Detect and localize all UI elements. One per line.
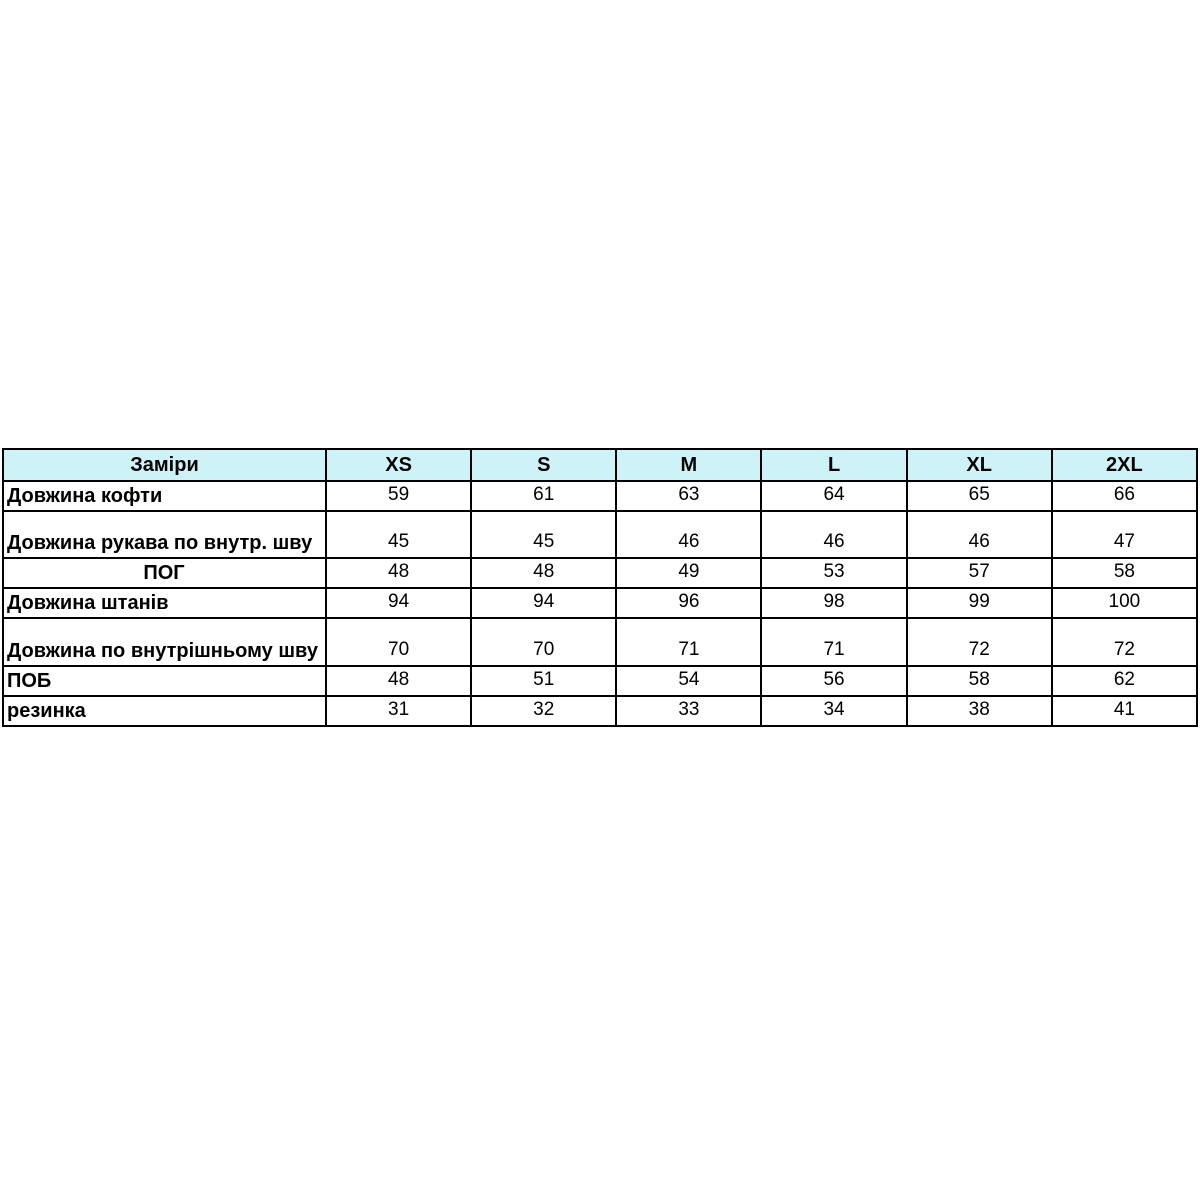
value-cell: 58 [907, 666, 1052, 696]
row-label: ПОБ [3, 666, 326, 696]
value-cell: 65 [907, 481, 1052, 511]
value-cell: 59 [326, 481, 471, 511]
value-cell: 71 [616, 618, 761, 666]
header-cell-l: L [761, 449, 906, 481]
value-cell: 94 [326, 588, 471, 618]
row-label: Довжина штанів [3, 588, 326, 618]
value-cell: 63 [616, 481, 761, 511]
value-cell: 64 [761, 481, 906, 511]
value-cell: 45 [326, 511, 471, 558]
value-cell: 70 [471, 618, 616, 666]
row-label: Довжина по внутрішньому шву [3, 618, 326, 666]
value-cell: 31 [326, 696, 471, 726]
value-cell: 47 [1052, 511, 1197, 558]
value-cell: 32 [471, 696, 616, 726]
table-row [3, 558, 1197, 588]
value-cell: 41 [1052, 696, 1197, 726]
value-cell: 61 [471, 481, 616, 511]
value-cell: 98 [761, 588, 906, 618]
row-label: ПОГ [3, 558, 326, 588]
value-cell: 57 [907, 558, 1052, 588]
header-cell-2xl: 2XL [1052, 449, 1197, 481]
value-cell: 34 [761, 696, 906, 726]
value-cell: 71 [761, 618, 906, 666]
value-cell: 66 [1052, 481, 1197, 511]
value-cell: 46 [616, 511, 761, 558]
header-cell-measure: Заміри [3, 449, 326, 481]
value-cell: 38 [907, 696, 1052, 726]
value-cell: 46 [761, 511, 906, 558]
header-cell-m: M [616, 449, 761, 481]
value-cell: 49 [616, 558, 761, 588]
value-cell: 100 [1052, 588, 1197, 618]
value-cell: 48 [326, 558, 471, 588]
row-label: резинка [3, 696, 326, 726]
table-row [3, 618, 1197, 666]
value-cell: 51 [471, 666, 616, 696]
row-label: Довжина рукава по внутр. шву [3, 511, 326, 558]
table-row [3, 588, 1197, 618]
table-row [3, 666, 1197, 696]
value-cell: 70 [326, 618, 471, 666]
header-cell-s: S [471, 449, 616, 481]
value-cell: 99 [907, 588, 1052, 618]
value-cell: 45 [471, 511, 616, 558]
header-cell-xl: XL [907, 449, 1052, 481]
table-row [3, 696, 1197, 726]
value-cell: 56 [761, 666, 906, 696]
table-row [3, 511, 1197, 558]
value-cell: 72 [907, 618, 1052, 666]
header-row [3, 449, 1197, 481]
table-row [3, 481, 1197, 511]
value-cell: 58 [1052, 558, 1197, 588]
header-cell-xs: XS [326, 449, 471, 481]
value-cell: 96 [616, 588, 761, 618]
value-cell: 48 [471, 558, 616, 588]
value-cell: 53 [761, 558, 906, 588]
value-cell: 54 [616, 666, 761, 696]
value-cell: 46 [907, 511, 1052, 558]
size-chart-table [2, 448, 1198, 727]
value-cell: 33 [616, 696, 761, 726]
value-cell: 94 [471, 588, 616, 618]
value-cell: 48 [326, 666, 471, 696]
row-label: Довжина кофти [3, 481, 326, 511]
value-cell: 72 [1052, 618, 1197, 666]
value-cell: 62 [1052, 666, 1197, 696]
